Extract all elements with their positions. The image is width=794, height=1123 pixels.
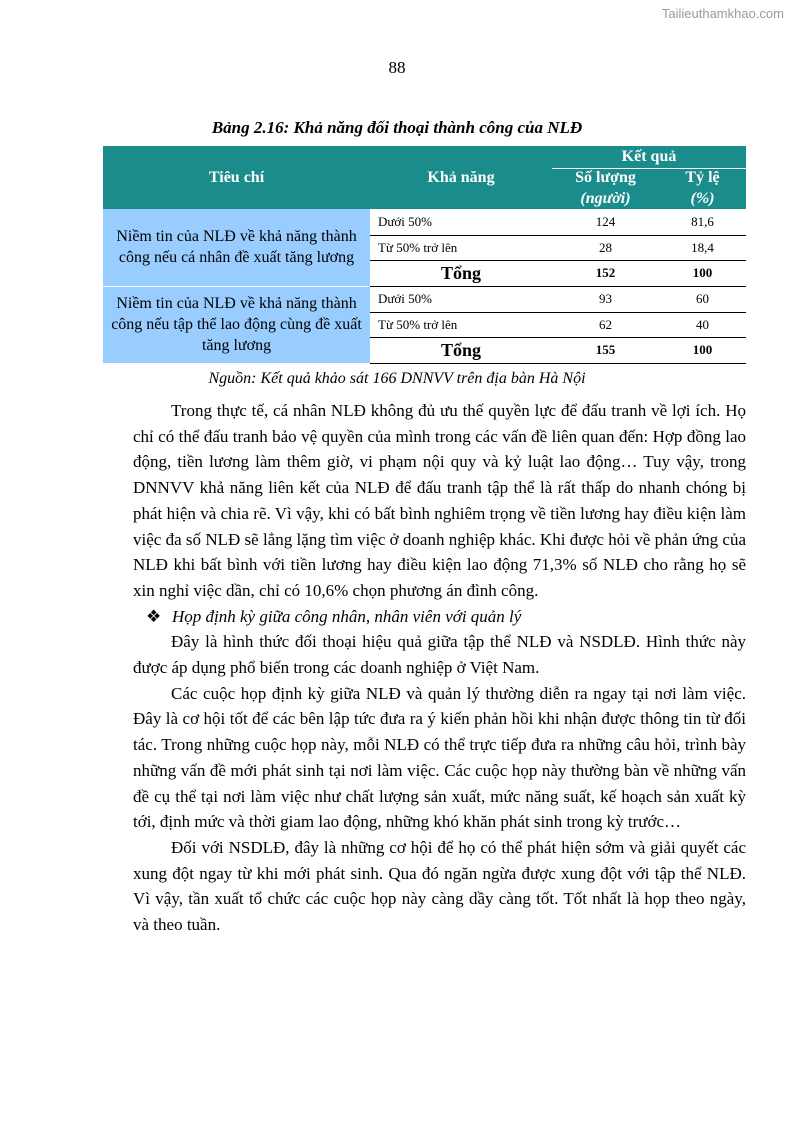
header-ratio: Tỷ lệ [659, 168, 746, 188]
total-ratio: 100 [659, 260, 746, 286]
table-source: Nguồn: Kết quả khảo sát 166 DNNVV trên địa bàn Hà Nội [208, 370, 586, 387]
table-row [103, 286, 746, 312]
paragraph: Các cuộc họp định kỳ giữa NLĐ và quản lý thường diễn ra ngay tại nơi làm việc. Đây là cơ hội tốt để các bên lập tức đưa ra ý kiến phản hồi khi nhận được thông tin từ đối tác. Trong những cuộc họp này, mỗi NLĐ có thể trực tiếp đưa ra những câu hỏi, trình bày những vấn đề mới phát sinh tại nơi làm việc. Các cuộc họp này thường bàn về những vấn đề cụ thể tại nơi làm việc như chất lượng sản xuất, mức năng suất, kế hoạch sản xuất kỳ tới, định mức và thời giam lao động, những khó khăn phát sinh trong kỳ trước… [133, 683, 746, 832]
table-row [103, 209, 746, 235]
ratio-cell: 40 [659, 312, 746, 337]
header-quantity-unit: (người) [552, 188, 659, 209]
ratio-cell: 81,6 [659, 209, 746, 235]
bullet-heading [133, 604, 746, 630]
total-quantity: 152 [552, 260, 659, 286]
header-ability: Khả năng [370, 146, 552, 209]
header-result: Kết quả [552, 146, 746, 168]
header-criteria: Tiêu chí [103, 146, 370, 209]
criteria-cell: Niềm tin của NLĐ về khả năng thành công nếu tập thể lao động cùng đề xuất tăng lương [103, 286, 370, 363]
total-label: Tổng [370, 337, 552, 363]
body-text [133, 398, 746, 938]
table-caption: Bảng 2.16: Khả năng đối thoại thành công của NLĐ [211, 118, 583, 137]
paragraph: Đây là hình thức đối thoại hiệu quả giữa tập thể NLĐ và NSDLĐ. Hình thức này được áp dụng phổ biến trong các doanh nghiệp ở Việt Nam. [133, 632, 746, 678]
page-number: 88 [388, 58, 406, 77]
quantity-cell: 28 [552, 235, 659, 260]
ability-cell: Từ 50% trở lên [370, 312, 552, 337]
paragraph: Đối với NSDLĐ, đây là những cơ hội để họ có thể phát hiện sớm và giải quyết các xung đột ngay từ khi mới phát sinh. Qua đó ngăn ngừa được xung đột với tập thể NLĐ. Vì vậy, tần xuất tổ chức các cuộc họp này càng dầy càng tốt. Tốt nhất là họp theo ngày, và theo tuần. [133, 837, 746, 935]
ability-cell: Từ 50% trở lên [370, 235, 552, 260]
ability-cell: Dưới 50% [370, 286, 552, 312]
ratio-cell: 60 [659, 286, 746, 312]
watermark: Tailieuthamkhao.com [661, 6, 784, 21]
total-label: Tổng [370, 260, 552, 286]
paragraph: Trong thực tế, cá nhân NLĐ không đủ ưu thế quyền lực để đấu tranh về lợi ích. Họ chỉ có thể đấu tranh bảo vệ quyền của mình trong các vấn đề liên quan đến: Hợp đồng lao động, tiền lương làm thêm giờ, vi phạm nội quy và kỷ luật lao động… Tuy vậy, trong DNNVV khả năng liên kết của NLĐ để đấu tranh tập thể là rất thấp do nhanh chóng bị phát hiện và chia rẽ. Vì vậy, khi có bất bình nghiêm trọng về tiền lương hay điều kiện làm việc đa số NLĐ sẽ lẳng lặng tìm việc ở doanh nghiệp khác. Khi được hỏi về phản ứng của NLĐ khi bất bình với tiền lương hay điều kiện lao động 71,3% số NLĐ cho rằng họ sẽ xin nghỉ việc dần, chỉ có 10,6% chọn phương án đình công. [133, 401, 746, 600]
data-table [103, 146, 746, 364]
header-quantity: Số lượng [552, 168, 659, 188]
ability-cell: Dưới 50% [370, 209, 552, 235]
criteria-cell: Niềm tin của NLĐ về khả năng thành công nếu cá nhân đề xuất tăng lương [103, 209, 370, 286]
quantity-cell: 93 [552, 286, 659, 312]
bullet-heading-text: Họp định kỳ giữa công nhân, nhân viên với quản lý [172, 606, 522, 626]
quantity-cell: 124 [552, 209, 659, 235]
total-quantity: 155 [552, 337, 659, 363]
header-ratio-unit: (%) [659, 188, 746, 209]
ratio-cell: 18,4 [659, 235, 746, 260]
diamond-bullet-icon: ❖ [146, 606, 162, 626]
quantity-cell: 62 [552, 312, 659, 337]
total-ratio: 100 [659, 337, 746, 363]
